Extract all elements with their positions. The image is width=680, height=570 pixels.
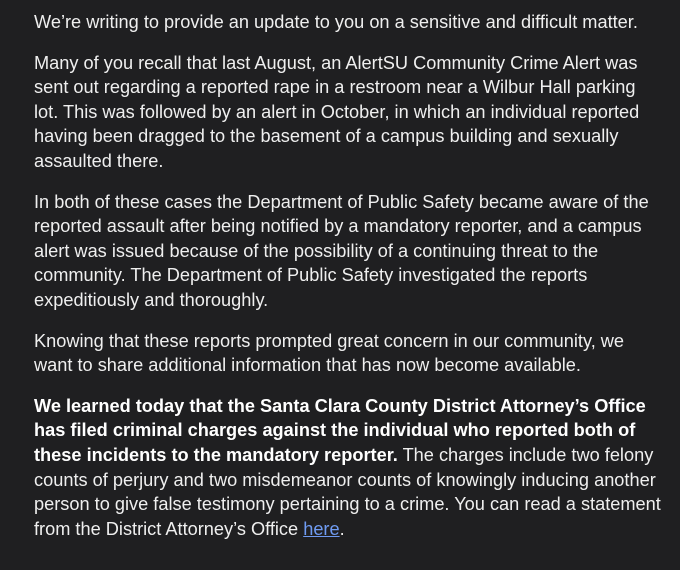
paragraph-public-safety: In both of these cases the Department of Public Safety became aware of the reported assault after being notified by a mandatory reporter, and a campus alert was issued because of the possibility of a continuing threat to the community. The Department of Public Safety investigated the reports expeditiously and thoroughly.	[34, 191, 649, 310]
charges-text: The charges include two felony counts of perjury and two misdemeanor counts of knowingly inducing another person to give false testimony pertaining to a crime. You can read a statement from the District Attorney’s Office	[34, 444, 661, 539]
paragraph-concern: Knowing that these reports prompted great concern in our community, we want to share additional information that has now become available.	[34, 330, 625, 376]
paragraph-alerts: Many of you recall that last August, an AlertSU Community Crime Alert was sent out regarding a reported rape in a restroom near a Wilbur Hall parking lot. This was followed by an alert in October, in which an individual reported having been dragged to the basement of a campus building and sexually assaulted there.	[34, 52, 640, 171]
charges-tail: .	[339, 518, 345, 539]
charges-bold-text: We learned today that the Santa Clara County District Attorney’s Office has filed criminal charges against the individual who reported both of these incidents to the mandatory reporter.	[34, 395, 646, 465]
statement-link[interactable]: here	[303, 518, 340, 539]
paragraph-charges	[34, 394, 662, 542]
paragraph-intro: We’re writing to provide an update to you on a sensitive and difficult matter.	[34, 12, 638, 32]
